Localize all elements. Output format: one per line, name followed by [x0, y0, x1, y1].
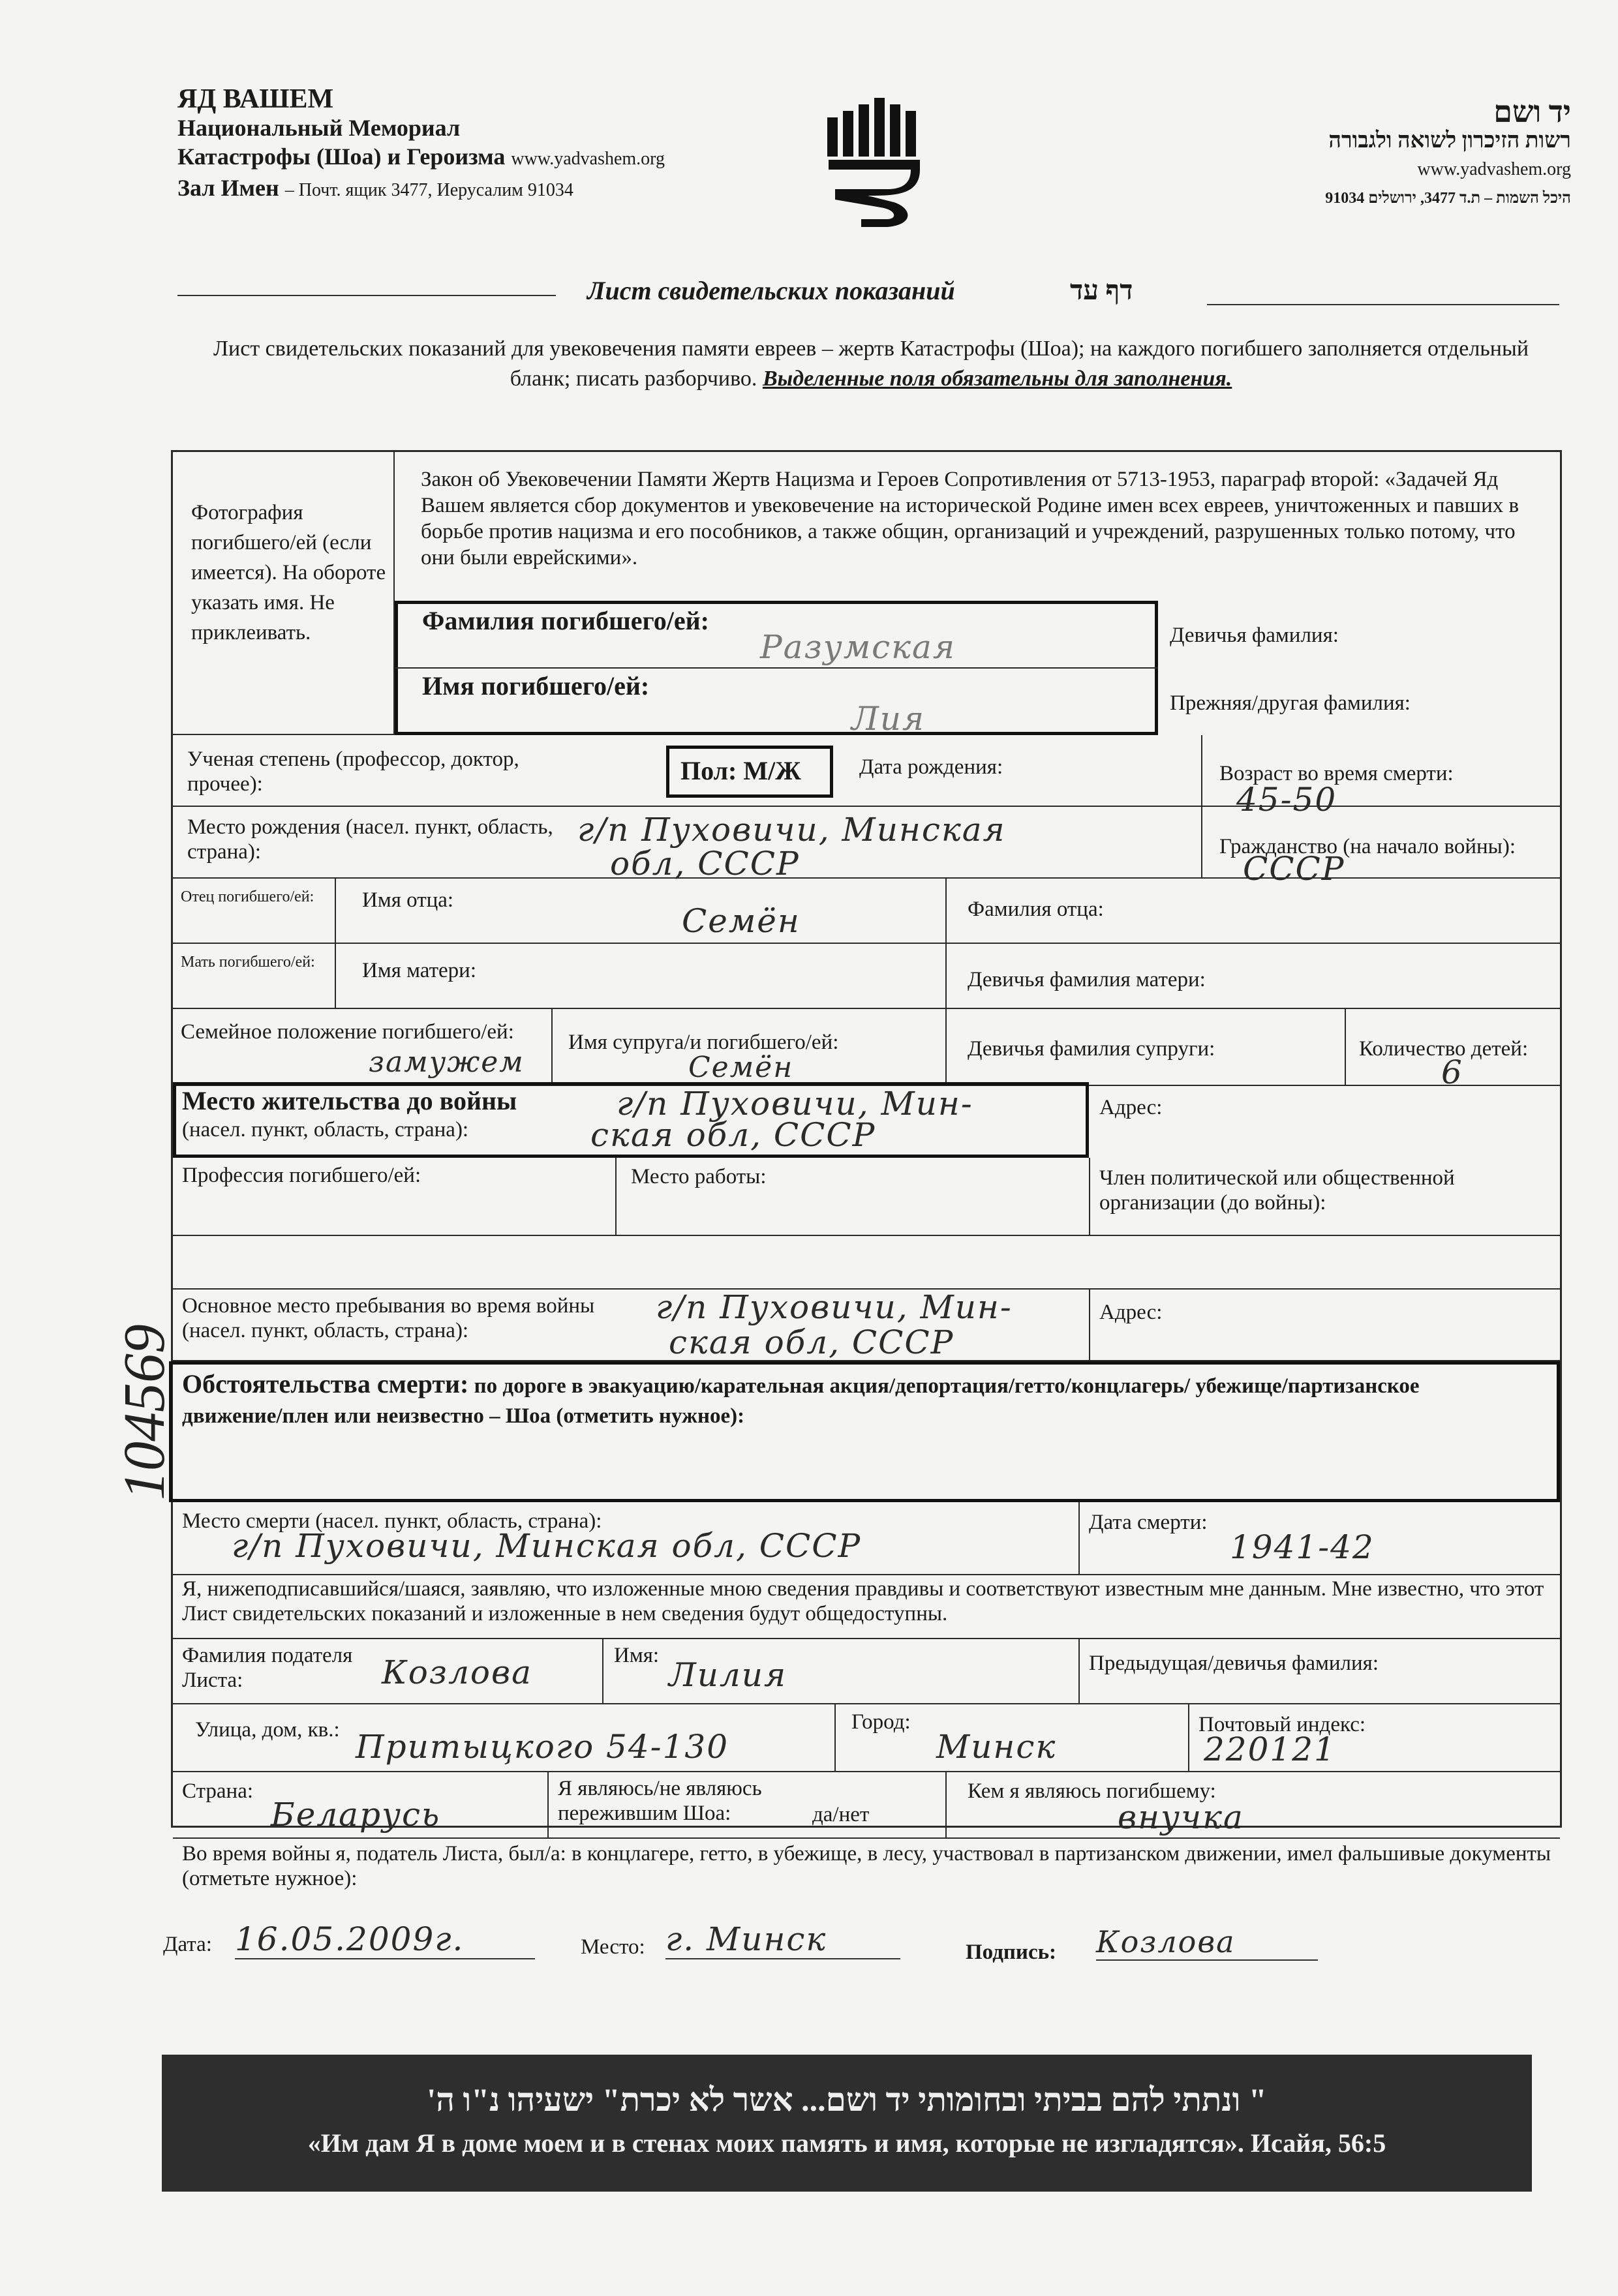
place-label: Место:: [581, 1935, 645, 1959]
mother-label: Мать погибшего/ей:: [181, 954, 315, 971]
wartime-address-label: Адрес:: [1099, 1301, 1163, 1324]
mother-maiden-label: Девичья фамилия матери:: [968, 968, 1206, 991]
sub-prev-label: Предыдущая/девичья фамилия:: [1089, 1652, 1379, 1675]
intro-text: [183, 334, 1559, 394]
profession-label: Профессия погибшего/ей:: [182, 1164, 421, 1187]
street-divider: [834, 1704, 836, 1772]
sub-name-value[interactable]: Лилия: [669, 1656, 787, 1694]
member-label: Член политической или общественной организации (до войны):: [1099, 1166, 1455, 1215]
org-line2: Национальный Мемориал: [177, 115, 461, 141]
birthplace-value-2[interactable]: обл, СССР: [610, 845, 800, 883]
submitter-divider: [602, 1639, 603, 1704]
he-org-line2: רשות הזיכרון לשואה ולגבורה: [1328, 128, 1571, 153]
he-url: www.yadvashem.org: [1417, 159, 1571, 179]
header-he: [1325, 95, 1571, 213]
sub-name-label: Имя:: [614, 1644, 660, 1667]
circumstances: [182, 1369, 1519, 1431]
birthplace-label: Место рождения (насел. пункт, область, страна):: [187, 815, 553, 864]
title-rule-left: [177, 295, 556, 296]
country-divider: [547, 1772, 549, 1839]
submitter-divider-2: [1078, 1639, 1080, 1704]
name-label: Имя погибшего/ей:: [422, 671, 650, 701]
deathplace-label: Место смерти (насел. пункт, область, страна):: [182, 1509, 602, 1533]
sheet-title: Лист свидетельских показаний: [587, 276, 955, 305]
survivor-value[interactable]: да/нет: [812, 1803, 870, 1826]
zip-label: Почтовый индекс:: [1198, 1713, 1366, 1736]
org-name: ЯД ВАШЕМ: [177, 84, 334, 114]
work-label: Место работы:: [631, 1165, 767, 1188]
surname-value[interactable]: Разумская: [760, 628, 956, 666]
residence-sub: (насел. пункт, область, страна):: [182, 1118, 469, 1141]
signature-value[interactable]: Козлова: [1096, 1924, 1318, 1961]
mother-name-label: Имя матери:: [362, 959, 476, 982]
name-divider: [395, 667, 1158, 669]
residence-value-1[interactable]: г/п Пуховичи, Мин-: [617, 1085, 973, 1123]
age-label: Возраст во время смерти:: [1219, 762, 1454, 785]
wartime-label: Основное место пребывания во время войны (насел. пункт, область, страна):: [182, 1294, 595, 1342]
age-value[interactable]: 45-50: [1236, 781, 1337, 819]
title-rule-right: [1207, 304, 1559, 305]
relation-label: Кем я являюсь погибшему:: [968, 1779, 1216, 1803]
he-org-name: יד ושם: [1493, 95, 1571, 128]
street-value[interactable]: Притыцкого 54-130: [356, 1728, 729, 1766]
signature-label: Подпись:: [966, 1941, 1057, 1964]
spouse-label: Имя супруга/и погибшего/ей:: [568, 1031, 839, 1054]
street-divider-2: [1188, 1704, 1189, 1772]
row-blank: [173, 1236, 1560, 1290]
dob-label: Дата рождения:: [859, 755, 1003, 779]
org-url: www.yadvashem.org: [511, 149, 665, 169]
deathdate-value[interactable]: 1941-42: [1230, 1528, 1375, 1566]
yad-vashem-logo-icon: [822, 98, 926, 228]
marital-divider-2: [945, 1009, 947, 1086]
children-value[interactable]: 6: [1441, 1053, 1463, 1091]
war-activity-label: Во время войны я, податель Листа, был/а: в концлагере, гетто, в убежище, в лесу, участвовал в партизанском движении, имел фальшивые документы (отметьте нужное):: [182, 1842, 1551, 1890]
org-line3: Катастрофы (Шоа) и Героизма: [177, 144, 506, 170]
sheet-title-he: דף עד: [1070, 276, 1133, 306]
marital-label: Семейное положение погибшего/ей:: [181, 1020, 514, 1044]
sub-surname-value[interactable]: Козлова: [382, 1654, 532, 1691]
spouse-maiden-label: Девичья фамилия супруги:: [968, 1037, 1215, 1061]
intro-required: Выделенные поля обязательны для заполнения.: [762, 367, 1232, 391]
citizenship-label: Гражданство (на начало войны):: [1219, 835, 1516, 858]
spouse-value[interactable]: Семён: [688, 1051, 794, 1084]
circumstances-text[interactable]: по дороге в эвакуацию/карательная акция/депортация/гетто/концлагерь/ убежище/партизанское движение/плен или неизвестно – Шоа (отметить нужное):: [182, 1374, 1420, 1428]
death-divider: [1078, 1502, 1080, 1575]
testimony-form: [171, 450, 1562, 1890]
former-label: Прежняя/другая фамилия:: [1170, 691, 1411, 715]
declaration-text: Я, нижеподписавшийся/шаяся, заявляю, что изложенные мною сведения правдивы и соответствуют известным мне данным. Мне известно, что этот Лист свидетельских показаний и изложенные в нем сведения будут общедоступны.: [182, 1577, 1544, 1625]
date-label: Дата:: [163, 1933, 212, 1956]
profession-divider-2: [1089, 1158, 1090, 1236]
wartime-value-2[interactable]: ская обл, СССР: [669, 1323, 954, 1361]
father-name-label: Имя отца:: [362, 888, 454, 912]
degree-label: Ученая степень (профессор, доктор, прочее):: [187, 748, 519, 796]
side-archive-number: 104569: [112, 1324, 177, 1500]
sub-surname-label: Фамилия подателя Листа:: [182, 1644, 353, 1692]
date-value[interactable]: 16.05.2009г.: [235, 1920, 535, 1959]
wartime-divider: [1089, 1290, 1090, 1361]
birthplace-value-1[interactable]: г/п Пуховичи, Минская: [577, 811, 1006, 849]
father-surname-label: Фамилия отца:: [968, 898, 1104, 921]
zip-value[interactable]: 220121: [1204, 1730, 1336, 1768]
father-label: Отец погибшего/ей:: [181, 888, 314, 905]
place-value[interactable]: г. Минск: [665, 1920, 900, 1959]
children-label: Количество детей:: [1359, 1037, 1529, 1061]
marital-value[interactable]: замужем: [369, 1046, 525, 1079]
surname-label: Фамилия погибшего/ей:: [422, 606, 709, 635]
org-address: – Почт. ящик 3477, Иерусалим 91034: [284, 180, 573, 200]
marital-divider: [551, 1009, 553, 1086]
footer-banner: [162, 2055, 1532, 2192]
address-label: Адрес:: [1099, 1096, 1163, 1119]
deathplace-value[interactable]: г/п Пуховичи, Минская обл, СССР: [232, 1527, 862, 1565]
country-value[interactable]: Беларусь: [271, 1796, 441, 1834]
deathdate-label: Дата смерти:: [1089, 1511, 1208, 1534]
law-text: Закон об Увековечении Памяти Жертв Нацизма и Героев Сопротивления от 5713-1953, параграф второй: «Задачей Яд Вашем является сбор документов и увековечение на исторической Родине имен всех евреев, уничтоженных и павших в борьбе против нацизма и его пособников, а также общин, организаций и учреждений, разрушенных только потому, что они были еврейскими».: [421, 468, 1519, 569]
city-value[interactable]: Минск: [936, 1728, 1057, 1766]
street-label: Улица, дом, кв.:: [195, 1718, 340, 1742]
residence-label: Место жительства до войны: [182, 1086, 517, 1115]
citizenship-value[interactable]: СССР: [1243, 850, 1345, 888]
father-name-value[interactable]: Семён: [682, 902, 801, 940]
header-ru: [177, 85, 665, 205]
intro-main: Лист свидетельских показаний для увековечения памяти евреев – жертв Катастрофы (Шоа); на каждого погибшего заполняется отдельный бланк; писать разборчиво.: [213, 337, 1529, 391]
survivor-label: Я являюсь/не являюсь пережившим Шоа:: [558, 1777, 762, 1825]
city-label: Город:: [851, 1710, 911, 1734]
residence-value-2[interactable]: ская обл, СССР: [590, 1116, 876, 1154]
relation-value[interactable]: внучка: [1118, 1798, 1244, 1836]
he-address: היכל השמות – ת.ד 3477, ירושלים 91034: [1325, 190, 1571, 207]
photo-label: Фотография погибшего/ей (если имеется). На обороте указать имя. Не приклеивать.: [191, 501, 386, 644]
org-line4: Зал Имен: [177, 175, 279, 201]
marital-divider-3: [1345, 1009, 1346, 1086]
footer-quote-he: " ונתתי להם בביתי ובחומותי יד ושם... אשר לא יכרת" ישעיהו נ"ו ה': [427, 2081, 1267, 2118]
profession-divider: [615, 1158, 617, 1236]
country-divider-2: [945, 1772, 947, 1839]
country-label: Страна:: [182, 1779, 254, 1803]
circumstances-title: Обстоятельства смерти:: [182, 1369, 469, 1398]
name-value[interactable]: Лия: [851, 700, 926, 738]
sex-label: Пол: М/Ж: [680, 756, 801, 785]
wartime-value-1[interactable]: г/п Пуховичи, Мин-: [656, 1288, 1013, 1326]
footer-quote-ru: «Им дам Я в доме моем и в стенах моих память и имя, которые не изгладятся». Исайя, 56:5: [307, 2128, 1386, 2158]
maiden-label: Девичья фамилия:: [1170, 624, 1339, 647]
